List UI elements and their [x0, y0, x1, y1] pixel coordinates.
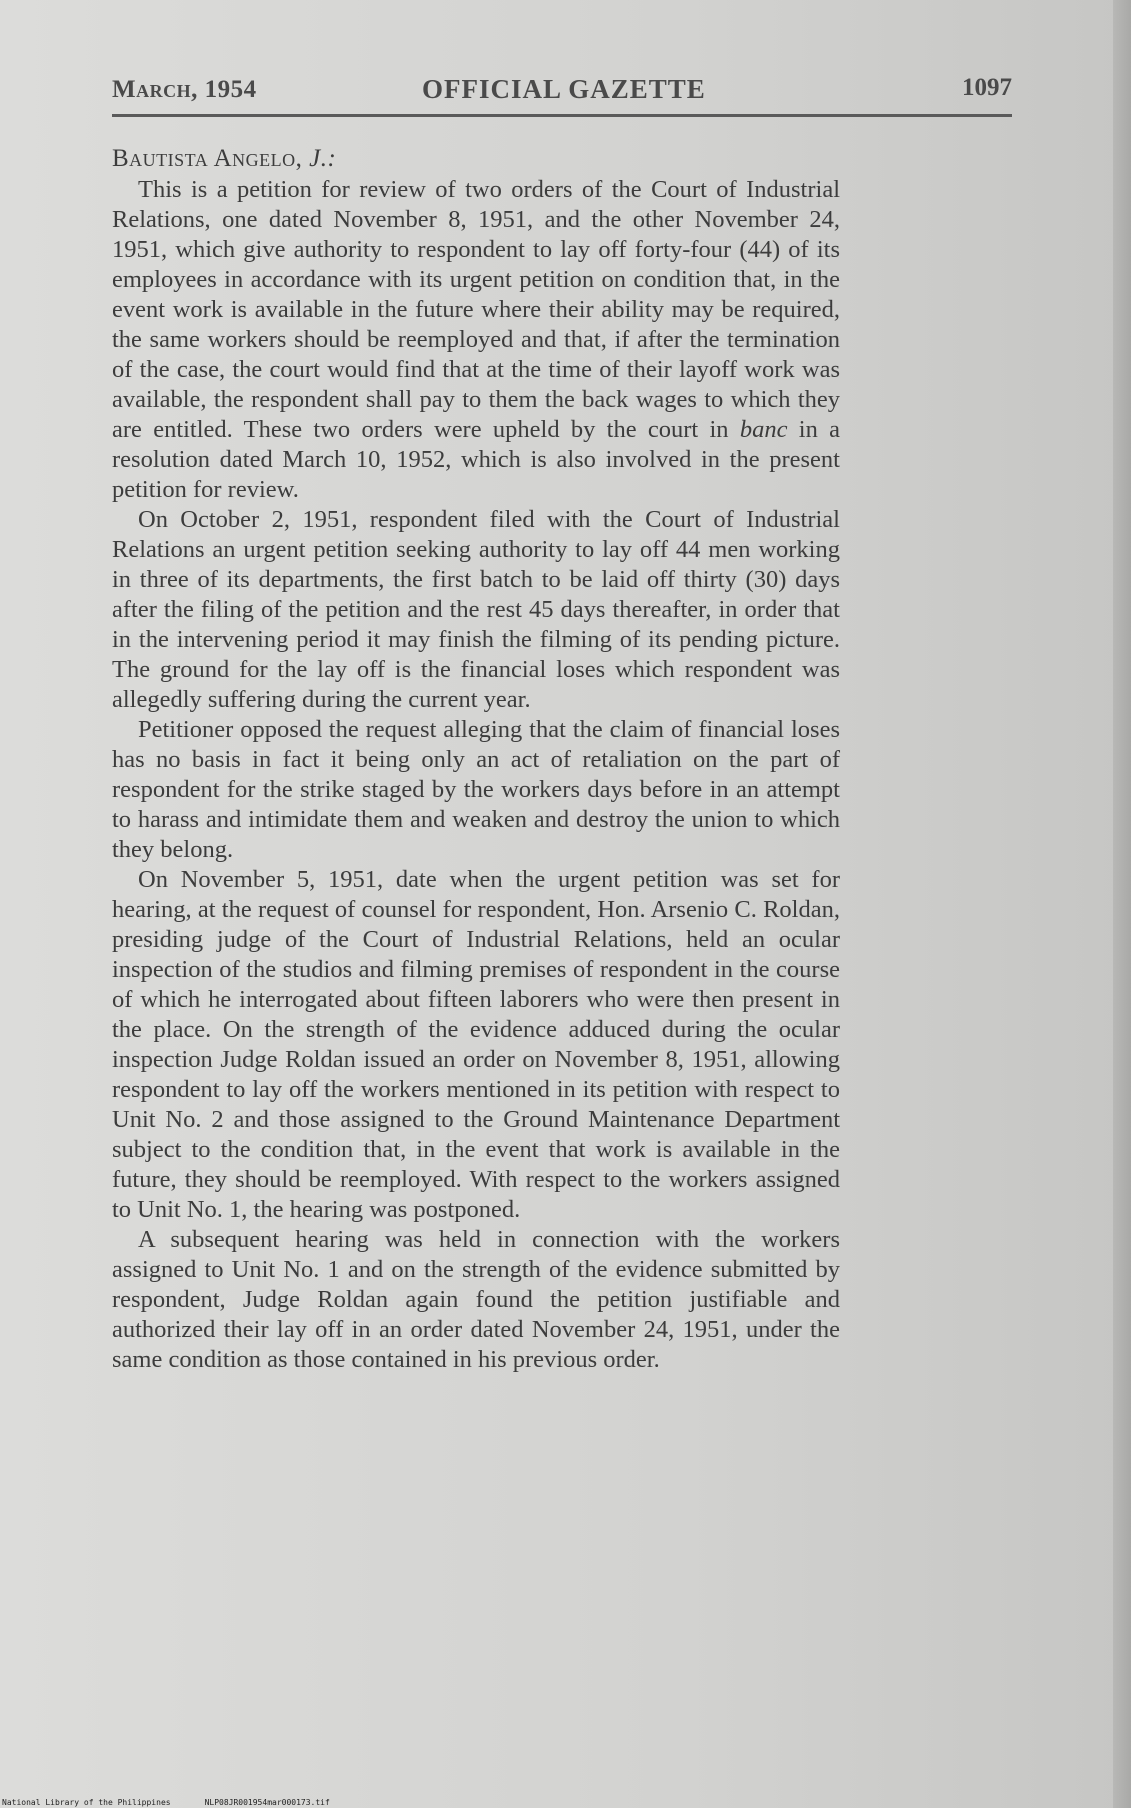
author-title: J.: — [309, 145, 337, 172]
paragraph-4: On November 5, 1951, date when the urgent petition was set for hearing, at the request of counsel for respondent, Hon. Arsenio C. Roldan, presiding judge of the Court of Industrial Relations, held an ocular inspection of the studios and filming premises of respondent in the course of which he interrogated about fifteen laborers who were then present in the place. On the strength of the evidence adduced during the ocular inspection Judge Roldan issued an order on November 8, 1951, allowing respondent to lay off the workers mentioned in its petition with respect to Unit No. 2 and those assigned to the Ground Maintenance Department subject to the condition that, in the event that work is available in the future, they should be reemployed. With respect to the workers assigned to Unit No. 1, the hearing was postponed. — [112, 866, 840, 1223]
scan-footer — [2, 1798, 364, 1807]
paragraph-1-text-a: This is a petition for review of two orders of the Court of Industrial Relations, one dated November 8, 1951, and the other November 24, 1951, which give authority to respondent to lay off forty-four (44) of its employees in accordance with its urgent petition on condition that, in the event work is available in the future where their ability may be required, the same workers should be reemployed and that, if after the termination of the case, the court would find that at the time of their layoff work was available, the respondent shall pay to them the back wages to which they are entitled. These two orders were upheld by the court in — [112, 176, 840, 443]
header-page-number: 1097 — [962, 74, 1012, 101]
footer-source: National Library of the Philippines — [2, 1798, 171, 1807]
paragraph-1-italic: banc — [739, 416, 788, 443]
paragraph-5: A subsequent hearing was held in connection with the workers assigned to Unit No. 1 and on the strength of the evidence submitted by respondent, Judge Roldan again found the petition justifiable and authorized their lay off in an order dated November 24, 1951, under the same condition as those contained in his previous order. — [112, 1226, 840, 1373]
paragraph-2: On October 2, 1951, respondent filed with the Court of Industrial Relations an urgent petition seeking authority to lay off 44 men working in three of its departments, the first batch to be laid off thirty (30) days after the filing of the petition and the rest 45 days thereafter, in order that in the intervening period it may finish the filming of its pending picture. The ground for the lay off is the financial loses which respondent was allegedly suffering during the current year. — [112, 506, 840, 713]
page-content — [112, 62, 1012, 1375]
paragraph-3: Petitioner opposed the request alleging that the claim of financial loses has no basis in fact it being only an act of retaliation on the part of respondent for the strike staged by the workers days before in an attempt to harass and intimidate them and weaken and destroy the union to which they belong. — [112, 716, 840, 863]
author-name: Bautista Angelo, — [112, 145, 303, 172]
page-edge-shadow — [1113, 0, 1131, 1808]
running-header — [112, 62, 1012, 117]
decision-body — [112, 175, 840, 1375]
paragraph-1 — [112, 175, 840, 505]
author-line — [112, 145, 1012, 173]
paragraph-1-text-b: in a resolution dated March 10, 1952, which is also involved in the present petition for review. — [112, 416, 840, 503]
header-publication: OFFICIAL GAZETTE — [422, 74, 706, 104]
header-date: March, 1954 — [112, 76, 257, 103]
footer-file: NLP08JR001954mar000173.tif — [204, 1798, 330, 1807]
